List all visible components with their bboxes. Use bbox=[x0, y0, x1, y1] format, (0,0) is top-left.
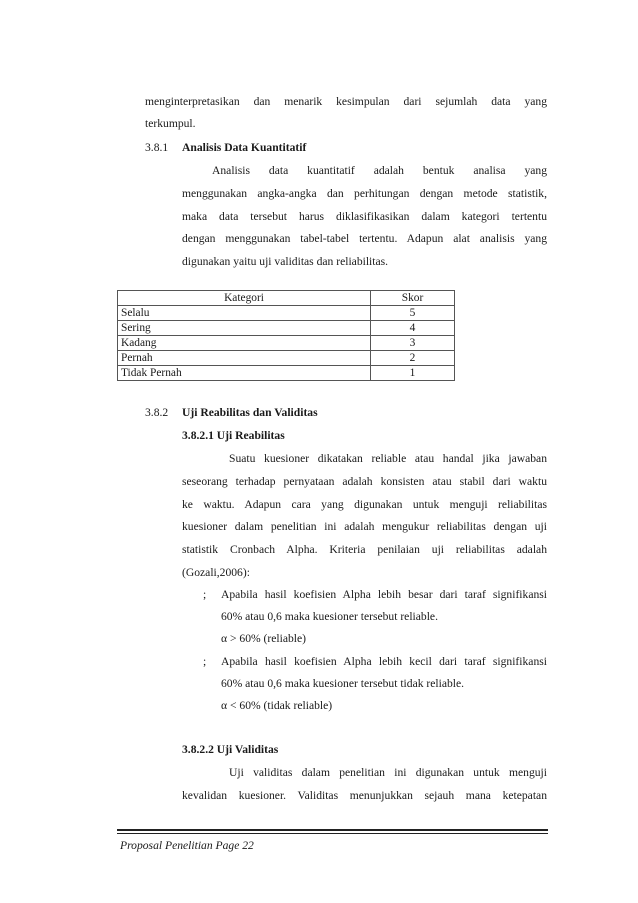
category-cell: Tidak Pernah bbox=[118, 366, 371, 381]
score-cell: 4 bbox=[371, 321, 455, 336]
table-row bbox=[118, 321, 455, 336]
category-cell: Pernah bbox=[118, 351, 371, 366]
bullet-1-line-1: Apabila hasil koefisien Alpha lebih besar dari taraf signifikansi bbox=[221, 588, 547, 601]
paragraph-3821-line: statistik Cronbach Alpha. Kriteria penilaian uji reliabilitas adalah bbox=[182, 543, 547, 556]
bullet-1-line-2: 60% atau 0,6 maka kuesioner tersebut reliable. bbox=[221, 610, 438, 623]
footer-rule-thin bbox=[117, 833, 548, 834]
paragraph-3821-line: Suatu kuesioner dikatakan reliable atau handal jika jawaban bbox=[229, 452, 547, 465]
score-cell: 1 bbox=[371, 366, 455, 381]
table-row bbox=[118, 306, 455, 321]
paragraph-3822-line: Uji validitas dalam penelitian ini digunakan untuk menguji bbox=[229, 766, 547, 779]
bullet-2-line-2: 60% atau 0,6 maka kuesioner tersebut tidak reliable. bbox=[221, 677, 465, 690]
paragraph-3821-line: seseorang terhadap pernyataan adalah konsisten atau stabil dari waktu bbox=[182, 475, 547, 488]
page-footer: Proposal Penelitian Page 22 bbox=[120, 839, 254, 852]
section-number-382: 3.8.2 bbox=[145, 406, 169, 419]
table-row bbox=[118, 366, 455, 381]
paragraph-381-line: dengan menggunakan tabel-tabel tertentu. Adapun alat analisis yang bbox=[182, 232, 547, 245]
section-number-381: 3.8.1 bbox=[145, 141, 169, 154]
header-kategori: Kategori bbox=[118, 291, 371, 306]
footer-rule-thick bbox=[117, 829, 548, 831]
header-skor: Skor bbox=[371, 291, 455, 306]
table-header-row bbox=[118, 291, 455, 306]
paragraph-381-line: digunakan yaitu uji validitas dan reliabilitas. bbox=[182, 255, 389, 268]
bullet-marker: ; bbox=[203, 588, 207, 601]
category-cell: Selalu bbox=[118, 306, 371, 321]
bullet-marker: ; bbox=[203, 655, 207, 668]
paragraph-381-line: Analisis data kuantitatif adalah bentuk analisa yang bbox=[212, 164, 547, 177]
category-cell: Sering bbox=[118, 321, 371, 336]
bullet-1-criterion: α > 60% (reliable) bbox=[221, 632, 307, 645]
bullet-2-criterion: α < 60% (tidak reliable) bbox=[221, 699, 333, 712]
section-title-381: Analisis Data Kuantitatif bbox=[182, 141, 307, 154]
subsection-title-3821: 3.8.2.1 Uji Reabilitas bbox=[182, 429, 285, 442]
paragraph-3822-line: kevalidan kuesioner. Validitas menunjukkan sejauh mana ketepatan bbox=[182, 789, 547, 802]
score-cell: 2 bbox=[371, 351, 455, 366]
category-score-table bbox=[117, 290, 455, 381]
bullet-2-line-1: Apabila hasil koefisien Alpha lebih kecil dari taraf signifikansi bbox=[221, 655, 547, 668]
category-cell: Kadang bbox=[118, 336, 371, 351]
paragraph-3821-line: kuesioner dalam penelitian ini adalah mengukur reliabilitas dengan uji bbox=[182, 520, 547, 533]
paragraph-381-line: menggunakan angka-angka dan perhitungan dengan metode statistik, bbox=[182, 187, 547, 200]
score-cell: 3 bbox=[371, 336, 455, 351]
table-row bbox=[118, 351, 455, 366]
paragraph-3821-line: (Gozali,2006): bbox=[182, 566, 250, 579]
section-title-382: Uji Reabilitas dan Validitas bbox=[182, 406, 318, 419]
intro-line-1: menginterpretasikan dan menarik kesimpulan dari sejumlah data yang bbox=[145, 95, 547, 108]
table-row bbox=[118, 336, 455, 351]
paragraph-381-line: maka data tersebut harus diklasifikasikan dalam kategori tertentu bbox=[182, 210, 547, 223]
score-cell: 5 bbox=[371, 306, 455, 321]
subsection-title-3822: 3.8.2.2 Uji Validitas bbox=[182, 743, 279, 756]
intro-line-2: terkumpul. bbox=[145, 117, 196, 130]
paragraph-3821-line: ke waktu. Adapun cara yang digunakan untuk menguji reliabilitas bbox=[182, 498, 547, 511]
